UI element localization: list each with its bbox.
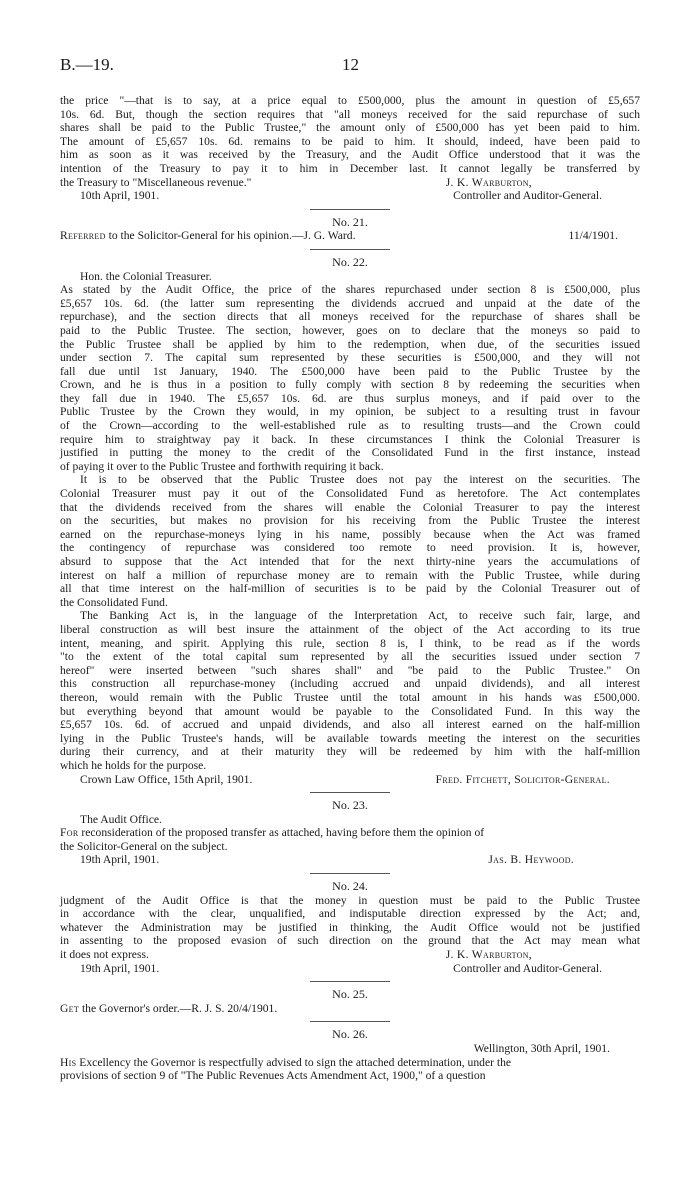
text-line: in accordance with the clear, unqualified, and indisputable direction expressed by the Act; and, — [60, 907, 640, 921]
section-number-25: No. 25. — [332, 987, 368, 1002]
signature-name: Fred. Fitchett, Solicitor-General. — [435, 772, 610, 786]
text-line: on the securities, but makes no provision for his receiving from the Public Trustee the interest — [60, 514, 640, 528]
text-line: absurd to suppose that the Act intended that for the next thirty-nine years the accumulations of — [60, 555, 640, 568]
text-line: intention of the Treasury to pay it to him in December last. It cannot legally be transferred by — [60, 161, 640, 175]
text-line: all that time interest on the half-million of securities is to be paid by the Colonial Treasurer out of — [60, 582, 640, 596]
text-line: the contingency of repurchase was considered too remote to need provision. It is, however, — [60, 541, 640, 555]
section-number-26: No. 26. — [332, 1027, 368, 1042]
section-divider — [310, 209, 390, 210]
signature-block-1 — [60, 189, 640, 203]
text-line: earned on the repurchase-moneys lying in his name, possibly because when the Act was framed — [60, 527, 640, 541]
section-divider — [310, 792, 390, 793]
minute-lead: Get — [60, 1001, 80, 1015]
text-line: thereon, would remain with the Public Trustee until the total amount in his hands was £500,000. — [60, 690, 640, 704]
opinion-paragraph-3-last: which he holds for the purpose. — [60, 758, 207, 772]
section-divider — [310, 873, 390, 874]
minute-text: to the Solicitor-General for his opinion.—J. G. Ward. — [105, 229, 356, 243]
signature-place-date: Crown Law Office, 15th April, 1901. — [80, 772, 253, 786]
section-number-22: No. 22. — [332, 254, 368, 269]
page-header — [60, 55, 640, 78]
signature-name: Jas. B. Heywood. — [488, 853, 574, 867]
minute-date: 11/4/1901. — [568, 229, 618, 243]
text-line: they fall due in 1940. The £5,657 10s. 6d. are thus surplus moneys, and if paid over to the — [60, 391, 640, 405]
text-line: fall due until 1st January, 1940. The £500,000 have been paid to the Public Trustee by the — [60, 364, 640, 378]
text-line: the price "—that is to say, at a price equal to £500,000, plus the amount in question of £5,657 — [60, 94, 640, 107]
intro-last-line — [60, 176, 640, 190]
minute-line: reconsideration of the proposed transfer as attached, having before them the opinion of — [78, 826, 485, 840]
section-number-21: No. 21. — [332, 214, 368, 229]
text-line: paid to the Public Trustee. The section, however, goes on to declare that the moneys so paid to — [60, 323, 640, 337]
judgment-last-line — [60, 948, 640, 962]
text-line: during their currency, and at their maturity they will be redeemed by him with the half-million — [60, 745, 640, 759]
text-line: Colonial Treasurer must pay it out of the Consolidated Fund as heretofore. The Act contemplates — [60, 487, 640, 501]
signature-block-22 — [60, 773, 640, 787]
opinion-paragraph-2 — [60, 473, 640, 595]
section-number-23: No. 23. — [332, 798, 368, 813]
text-line: justified in putting the money to the credit of the Consolidated Fund in the first instance, instead — [60, 446, 640, 460]
text-line: under section 7. The capital sum represented by these securities is £500,000, and they will not — [60, 351, 640, 365]
judgment-last-text: it does not express. — [60, 948, 149, 962]
text-line: As stated by the Audit Office, the price of the shares repurchased under section 8 is £500,000, plus — [60, 283, 640, 297]
text-line: intent, meaning, and spirit. Applying this rule, section 8 is, I think, to be read as if the words — [60, 636, 640, 650]
text-line: The Banking Act is, in the language of the Interpretation Act, to receive such fair, large, and — [80, 609, 640, 623]
section-divider — [310, 981, 390, 982]
text-line: It is to be observed that the Public Trustee does not pay the interest on the securities. The — [80, 473, 640, 487]
place-date: Wellington, 30th April, 1901. — [473, 1042, 610, 1055]
text-line: him as soon as it was received by the Treasury, and the Audit Office understood that it was the — [60, 148, 640, 162]
judgment-paragraph — [60, 894, 640, 948]
opinion-paragraph-3 — [60, 609, 640, 759]
signature-name: J. K. Warburton, — [445, 948, 532, 962]
intro-last-text: the Treasury to "Miscellaneous revenue." — [60, 175, 252, 189]
page-number: 12 — [342, 55, 359, 74]
signature-title: Controller and Auditor-General. — [453, 961, 602, 975]
text-line: judgment of the Audit Office is that the money in question must be paid to the Public Trustee — [60, 893, 640, 907]
minute-21 — [60, 229, 640, 243]
text-line: of the Crown—according to the well-established rule as to resulting trusts—and the Crown could — [60, 419, 640, 433]
section-divider — [310, 1021, 390, 1022]
opinion-paragraph-2-last: the Consolidated Fund. — [60, 595, 168, 609]
minute-lead: Referred — [60, 229, 106, 243]
signature-date: 10th April, 1901. — [80, 189, 160, 203]
text-line: in assenting to the proposed evasion of such direction on the ground that the Act may mean what — [60, 934, 640, 948]
text-line: interest on half a million of repurchase money are to remain with the Public Trustee, while during — [60, 568, 640, 582]
signature-block-24 — [60, 962, 640, 976]
signature-name: J. K. Warburton, — [445, 175, 532, 189]
section-divider — [310, 249, 390, 250]
signature-date: 19th April, 1901. — [80, 961, 160, 975]
parliamentary-paper-ref: B.—19. — [60, 55, 114, 74]
signature-date: 19th April, 1901. — [80, 853, 160, 867]
advice-line: Excellency the Governor is respectfully advised to sign the attached determination, under the — [76, 1055, 512, 1069]
signature-title: Controller and Auditor-General. — [453, 189, 602, 203]
text-line: but everything beyond that amount would be payable to the Consolidated Fund. In this way the — [60, 704, 640, 718]
minute-25 — [60, 1002, 640, 1016]
text-line: £5,657 10s. 6d. (the latter sum representing the dividends accrued and unpaid at the date of the — [60, 296, 640, 310]
opinion-paragraph-1-last: of paying it over to the Public Trustee and forthwith requiring it back. — [60, 459, 384, 473]
minute-line: the Solicitor-General on the subject. — [60, 839, 228, 853]
text-line: "to the extent of the total capital sum represented by all the securities issued under section 7 — [60, 650, 640, 664]
text-line: £5,657 10s. 6d. of accrued and unpaid dividends, and also all interest earned on the half-million — [60, 718, 640, 732]
text-line: the Public Trustee shall be applied by him to the redemption, when due, of the securities issued — [60, 337, 640, 351]
text-line: shares shall be paid to the Public Trustee," the amount only of £500,000 has yet been paid to him. — [60, 121, 640, 135]
document-body — [60, 94, 640, 1083]
text-line: liberal construction as will best insure the attainment of the object of the Act according to its true — [60, 622, 640, 636]
opinion-paragraph-1 — [60, 283, 640, 460]
signature-block-23 — [60, 853, 640, 867]
text-line: Public Trustee by the Crown they would, in my opinion, be subject to a resulting trust in favour — [60, 405, 640, 419]
text-line: whatever the Administration may be justified in thinking, the Audit Office would not be justified — [60, 920, 640, 934]
text-line: that the dividends received from the shares will enable the Colonial Treasurer to pay the interest — [60, 500, 640, 514]
text-line: hereof" were inserted between "such shares shall" and "be paid to the Public Trustee." On — [60, 663, 640, 677]
advice-line: provisions of section 9 of "The Public Revenues Acts Amendment Act, 1900," of a question — [60, 1069, 486, 1083]
minute-lead: His — [60, 1055, 77, 1069]
text-line: repurchase), and the section directs that all moneys received for the repurchase of shares shall be — [60, 310, 640, 324]
text-line: The amount of £5,657 10s. 6d. remains to be paid to him. It should, indeed, have been paid to — [60, 134, 640, 148]
text-line: lying in the Public Trustee's hands, will be available towards meeting the interest on the securities — [60, 731, 640, 745]
text-line: require him to straightway pay it back. In these circumstances I think the Colonial Treasurer is — [60, 432, 640, 446]
section-number-24: No. 24. — [332, 879, 368, 894]
text-line: 10s. 6d. But, though the section requires that "all moneys received for the said repurchase of such — [60, 107, 640, 121]
intro-paragraph — [60, 94, 640, 176]
salutation: Hon. the Colonial Treasurer. — [80, 269, 212, 283]
salutation: The Audit Office. — [80, 812, 162, 826]
minute-text: the Governor's order.—R. J. S. 20/4/1901. — [79, 1001, 278, 1015]
text-line: Crown, and he is thus in a position to fully comply with section 8 by redeeming the securities when — [60, 378, 640, 392]
text-line: this construction all repurchase-money (including accrued and unpaid dividends), and all interest — [60, 677, 640, 691]
minute-lead: For — [60, 826, 79, 840]
